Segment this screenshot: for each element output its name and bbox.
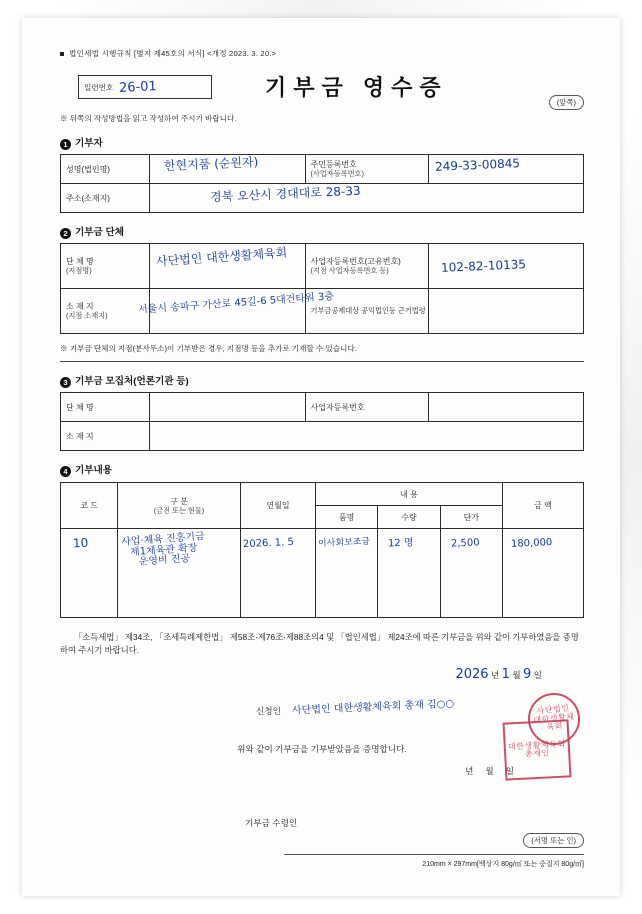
value-qty: 12 명 <box>388 537 415 550</box>
section-3-heading <box>60 373 584 388</box>
table-row <box>61 184 584 213</box>
value-code: 10 <box>72 535 89 551</box>
section-2-bullet-icon: 2 <box>60 228 71 239</box>
donee-legal-basis-label-main: 기부금공제대상 공익법인등 근거법령 <box>310 306 426 315</box>
legal-paragraph: 「소득세법」 제34조, 「조세특례제한법」 제58조·제76조·제88조의4 및 「법인세법」 제24조에 따른 기부금을 위와 같이 기부하였음을 증명하여 주시기 바랍니다. <box>60 632 579 655</box>
donor-address-cell[interactable] <box>150 184 584 213</box>
cell-unit-price[interactable] <box>440 529 502 618</box>
cell-date[interactable] <box>241 529 316 618</box>
collector-name-cell[interactable] <box>150 393 306 422</box>
col-division-main: 구 분 <box>170 496 188 506</box>
col-division-sub: (금전 또는 현물) <box>153 505 205 515</box>
donor-address-value: 경북 오산시 경대대로 28-33 <box>209 183 361 205</box>
donor-name-cell[interactable] <box>150 155 306 184</box>
cell-item[interactable] <box>316 529 378 618</box>
collector-table <box>60 392 584 451</box>
col-code: 코 드 <box>61 483 118 529</box>
signature-mark: (서명 또는 인) <box>523 833 584 848</box>
donee-legal-basis-label <box>305 289 428 334</box>
donor-table <box>60 154 584 213</box>
donee-name-label-main: 단 체 명 <box>66 257 94 267</box>
collector-name-label: 단 체 명 <box>61 393 150 422</box>
applicant-label: 신청인 <box>256 705 281 716</box>
table-row <box>61 155 584 184</box>
donee-table <box>60 243 584 334</box>
col-unit-price: 단가 <box>440 506 502 529</box>
section-1-bullet-icon: 1 <box>60 139 71 150</box>
collector-address-cell[interactable] <box>150 422 584 451</box>
donee-address-label <box>61 289 150 334</box>
table-row <box>61 289 584 334</box>
form-body <box>60 48 584 868</box>
section-1-heading <box>60 135 584 150</box>
certify-date-line <box>60 765 584 783</box>
section-4-title: 기부내용 <box>75 465 113 476</box>
donor-regno-cell[interactable] <box>428 155 584 184</box>
request-date-line <box>60 667 584 685</box>
col-date: 연월일 <box>241 483 316 529</box>
cell-code[interactable] <box>61 529 118 618</box>
donee-name-label <box>61 244 150 289</box>
round-seal-stamp: 사단법인 대한생활체육회 <box>525 690 582 747</box>
collector-regno-cell[interactable] <box>428 393 584 422</box>
col-content-group: 내 용 <box>316 483 503 506</box>
donee-name-value: 사단법인 대한생활체육회 <box>155 245 288 269</box>
table-row <box>61 244 584 289</box>
request-date-month-unit: 월 <box>512 669 521 680</box>
request-date-day: 9 <box>523 666 532 682</box>
value-item: 이사회보조금 <box>317 536 371 550</box>
donee-regno-label-main: 사업자등록번호(고유번호) <box>310 257 401 267</box>
certify-date-day-unit: 일 <box>505 765 514 776</box>
certify-date-year-unit: 년 <box>465 765 474 776</box>
value-amount: 180,000 <box>510 537 553 550</box>
value-unit-price: 2,500 <box>450 537 480 550</box>
col-division-sub-wrap <box>120 507 238 515</box>
donee-name-cell[interactable] <box>150 244 306 289</box>
request-date-year-unit: 년 <box>490 669 500 680</box>
donee-regno-cell[interactable] <box>428 244 584 289</box>
page-side-mark: (앞쪽) <box>549 95 584 110</box>
section-1-title: 기부자 <box>75 138 103 149</box>
section-2-title: 기부금 단체 <box>75 227 125 238</box>
donee-name-label-sub: (지점명) <box>66 266 92 276</box>
request-date-month: 1 <box>501 666 510 682</box>
section-2-heading <box>60 224 584 239</box>
cell-amount[interactable] <box>503 529 584 618</box>
col-item: 품명 <box>316 506 378 529</box>
request-date-day-unit: 일 <box>533 669 542 680</box>
applicant-value: 사단법인 대한생활체육회 총재 김○○ <box>291 698 455 717</box>
donor-address-label: 주소(소재지) <box>61 184 150 213</box>
donee-address-label-main: 소 재 지 <box>66 302 94 312</box>
receiver-label: 기부금 수령인 <box>245 817 298 828</box>
table-header-row <box>61 483 584 506</box>
receiver-line <box>60 817 584 868</box>
branch-note: ※ 기부금 단체의 지점(분사무소)이 기부받은 경우, 지점명 등을 추가로 기재할 수 있습니다. <box>60 343 584 362</box>
section-4-heading <box>60 462 584 477</box>
serial-number-box <box>78 75 212 99</box>
donee-legal-basis-cell[interactable] <box>428 289 584 334</box>
donee-regno-label-sub: (지점 사업자등록번호 등) <box>310 266 389 276</box>
collector-address-label: 소 재 지 <box>61 422 150 451</box>
donation-content-table <box>60 482 584 618</box>
section-3-bullet-icon: 3 <box>60 377 71 388</box>
donor-name-label: 성명(법인명) <box>61 155 150 184</box>
col-division <box>118 483 241 529</box>
square-bullet-icon <box>60 52 64 56</box>
paper-spec-note: 210mm × 297mm[백상지 80g/㎡ 또는 중질지 80g/㎡] <box>284 854 584 869</box>
section-4-bullet-icon: 4 <box>60 466 71 477</box>
donor-name-value: 한현지품 (순원자) <box>163 154 259 174</box>
table-row <box>61 529 584 618</box>
donor-regno-label-sub: (사업자등록번호) <box>310 169 364 179</box>
value-date: 2026. 1. 5 <box>242 536 295 551</box>
square-seal-stamp: 대한생활체육회 총재인 <box>503 719 572 780</box>
donee-address-cell[interactable] <box>137 289 335 334</box>
cell-qty[interactable] <box>378 529 440 618</box>
form-notice: ※ 뒤쪽의 작성방법을 읽고 작성하여 주시기 바랍니다. <box>60 114 237 123</box>
collector-regno-label: 사업자등록번호 <box>305 393 428 422</box>
donee-address-label-sub: (지점 소재지) <box>66 311 108 321</box>
col-qty: 수량 <box>378 506 440 529</box>
section-3-title: 기부금 모집처(언론기관 등) <box>75 376 189 387</box>
title-row <box>60 73 584 107</box>
cell-division[interactable] <box>118 529 241 618</box>
donor-regno-label-main: 주민등록번호 <box>310 160 357 170</box>
donee-address-value: 서울시 송파구 가산로 45길-6 5대건타워 3층 <box>137 291 335 316</box>
paper-sheet <box>22 18 620 896</box>
donee-regno-value: 102-82-10135 <box>440 257 526 275</box>
donor-regno-value: 249-33-00845 <box>434 156 520 174</box>
donor-regno-label <box>305 155 428 184</box>
donee-regno-label <box>305 244 428 289</box>
certify-date-month-unit: 월 <box>485 765 494 776</box>
value-division: 사업·체육 진흥기금 제1체육관 확장 운영비 진공 <box>120 531 206 568</box>
page-title: 기부금 영수증 <box>265 75 448 100</box>
serial-number-label: 일련번호 <box>84 82 114 92</box>
law-reference-text: 법인세법 시행규칙 [별지 제45호의 서식] <개정 2023. 3. 20.> <box>69 49 277 58</box>
table-row <box>61 422 584 451</box>
serial-number-value: 26-01 <box>118 78 158 96</box>
certify-text: 위와 같이 기부금을 기부받았음을 증명합니다. <box>237 743 407 754</box>
request-date-year: 2026 <box>455 666 489 682</box>
table-row <box>61 393 584 422</box>
law-reference-line <box>60 48 584 59</box>
col-amount: 금 액 <box>503 483 584 529</box>
